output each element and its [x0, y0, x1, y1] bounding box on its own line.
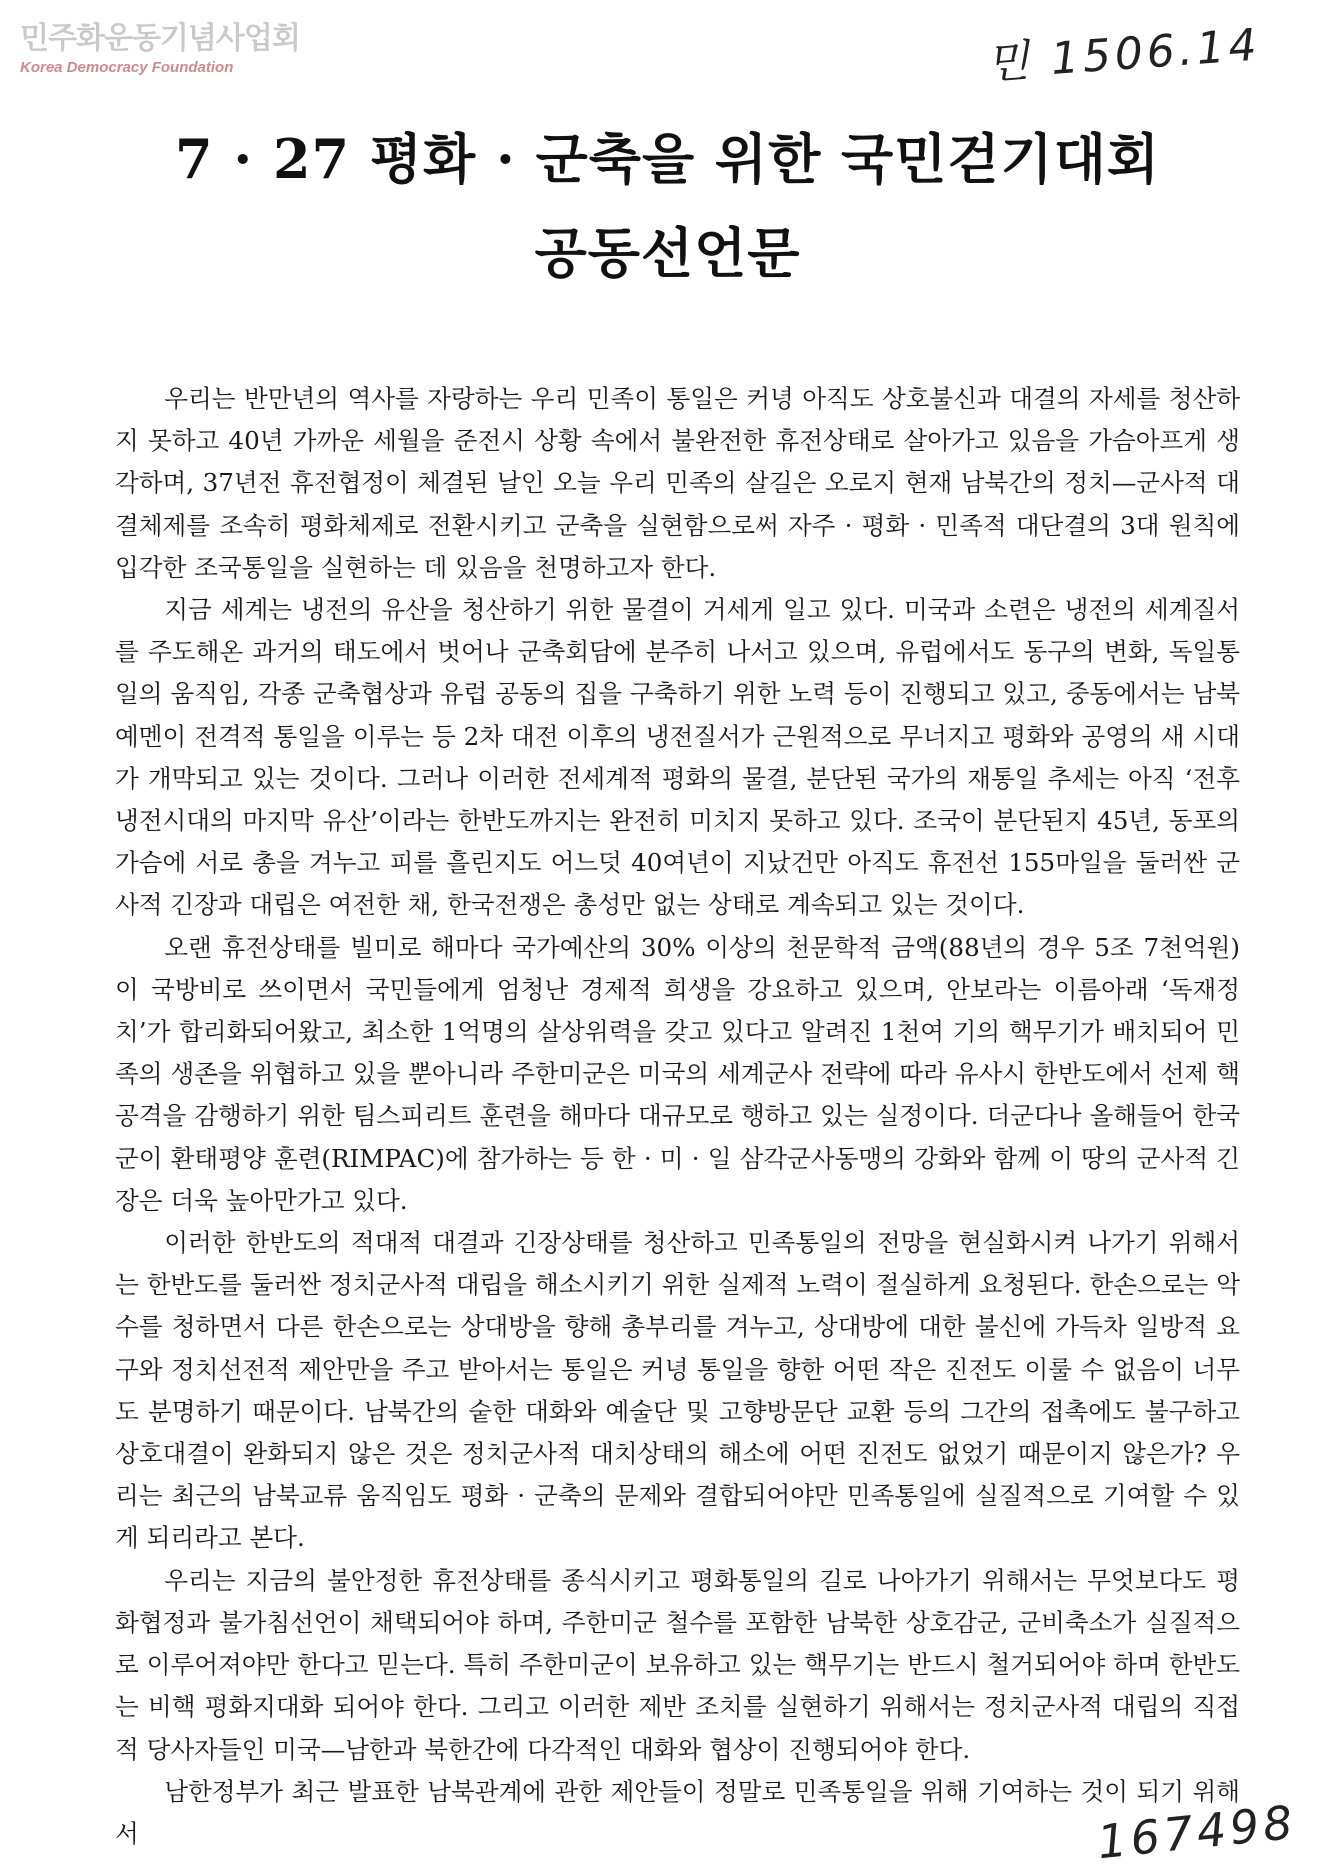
watermark [20, 20, 320, 78]
paragraph: 오랜 휴전상태를 빌미로 해마다 국가예산의 30% 이상의 천문학적 금액(88년의 경우 5조 7천억원)이 국방비로 쓰이면서 국민들에게 엄청난 경제적 희생을 강요하고 있으며, 안보라는 이름아래 ‘독재정치’가 합리화되어왔고, 최소한 1억명의 살상위력을 갖고 있다고 알려진 1천여 기의 핵무기가 배치되어 민족의 생존을 위협하고 있을 뿐아니라 주한미군은 미국의 세계군사 전략에 따라 유사시 한반도에서 선제 핵공격을 감행하기 위한 팀스피리트 훈련을 해마다 대규모로 행하고 있는 실정이다. 더군다나 올해들어 한국군이 환태평양 훈련(RIMPAC)에 참가하는 등 한 · 미 · 일 삼각군사동맹의 강화와 함께 이 땅의 군사적 긴장은 더욱 높아만가고 있다. [115, 932, 1240, 1215]
paragraph: 남한정부가 최근 발표한 남북관계에 관한 제안들이 정말로 민족통일을 위해 기여하는 것이 되기 위해서 [115, 1776, 1241, 1848]
handwritten-archive-number: 민 1506.14 [984, 19, 1262, 90]
paragraph: 우리는 반만년의 역사를 자랑하는 우리 민족이 통일은 커녕 아직도 상호불신과 대결의 자세를 청산하지 못하고 40년 가까운 세월을 준전시 상황 속에서 불완전한 휴전상태로 살아가고 있음을 가슴아프게 생각하며, 37년전 휴전협정이 체결된 날인 오늘 우리 민족의 살길은 오로지 현재 남북간의 정치—군사적 대결체제를 조속히 평화체제로 전환시키고 군축을 실현함으로써 자주 · 평화 · 민족적 대단결의 3대 원칙에 입각한 조국통일을 실현하는 데 있음을 천명하고자 한다. [115, 384, 1240, 582]
watermark-english: Korea Democracy Foundation [20, 59, 234, 76]
title-line-2: 공동선언문 [534, 221, 801, 285]
title-line-1: 7 · 27 평화 · 군축을 위한 국민걷기대회 [174, 127, 1161, 191]
document-body [115, 378, 1240, 1855]
paragraph: 지금 세계는 냉전의 유산을 청산하기 위한 물결이 거세게 일고 있다. 미국과 소련은 냉전의 세계질서를 주도해온 과거의 태도에서 벗어나 군축회담에 분주히 나서고 있으며, 유럽에서도 동구의 변화, 독일통일의 움직임, 각종 군축협상과 유럽 공동의 집을 구축하기 위한 노력 등이 진행되고 있고, 중동에서는 남북예멘이 전격적 통일을 이루는 등 2차 대전 이후의 냉전질서가 근원적으로 무너지고 평화와 공영의 새 시대가 개막되고 있는 것이다. 그러나 이러한 전세계적 평화의 물결, 분단된 국가의 재통일 추세는 아직 ‘전후 냉전시대의 마지막 유산’이라는 한반도까지는 완전히 미치지 못하고 있다. 조국이 분단된지 45년, 동포의 가슴에 서로 총을 겨누고 피를 흘린지도 어느덧 40여년이 지났건만 아직도 휴전선 155마일을 둘러싼 군사적 긴장과 대립은 여전한 채, 한국전쟁은 총성만 없는 상태로 계속되고 있는 것이다. [115, 595, 1240, 920]
watermark-korean: 민주화운동기념사업회 [20, 21, 300, 56]
paragraph: 이러한 한반도의 적대적 대결과 긴장상태를 청산하고 민족통일의 전망을 현실화시켜 나가기 위해서는 한반도를 둘러싼 정치군사적 대립을 해소시키기 위한 실제적 노력이 절실하게 요청된다. 한손으로는 악수를 청하면서 다른 한손으로는 상대방을 향해 총부리를 겨누고, 상대방에 대한 불신에 가득차 일방적 요구와 정치선전적 제안만을 주고 받아서는 통일은 커녕 통일을 향한 어떤 작은 진전도 이룰 수 없음이 너무도 분명하기 때문이다. 남북간의 숱한 대화와 예술단 및 고향방문단 교환 등의 그간의 접촉에도 불구하고 상호대결이 완화되지 않은 것은 정치군사적 대치상태의 해소에 어떤 진전도 없었기 때문이지 않은가? 우리는 최근의 남북교류 움직임도 평화 · 군축의 문제와 결합되어야만 민족통일에 실질적으로 기여할 수 있게 되리라고 본다. [115, 1228, 1240, 1553]
handwritten-page-number: 167498 [1095, 1794, 1300, 1870]
document-title [0, 112, 1335, 300]
paragraph: 우리는 지금의 불안정한 휴전상태를 종식시키고 평화통일의 길로 나아가기 위해서는 무엇보다도 평화협정과 불가침선언이 채택되어야 하며, 주한미군 철수를 포함한 남북한 상호감군, 군비축소가 실질적으로 이루어져야만 한다고 믿는다. 특히 주한미군이 보유하고 있는 핵무기는 반드시 철거되어야 하며 한반도는 비핵 평화지대화 되어야 한다. 그리고 이러한 제반 조치를 실현하기 위해서는 정치군사적 대립의 직접적 당사자들인 미국—남한과 북한간에 다각적인 대화와 협상이 진행되어야 한다. [115, 1565, 1240, 1764]
